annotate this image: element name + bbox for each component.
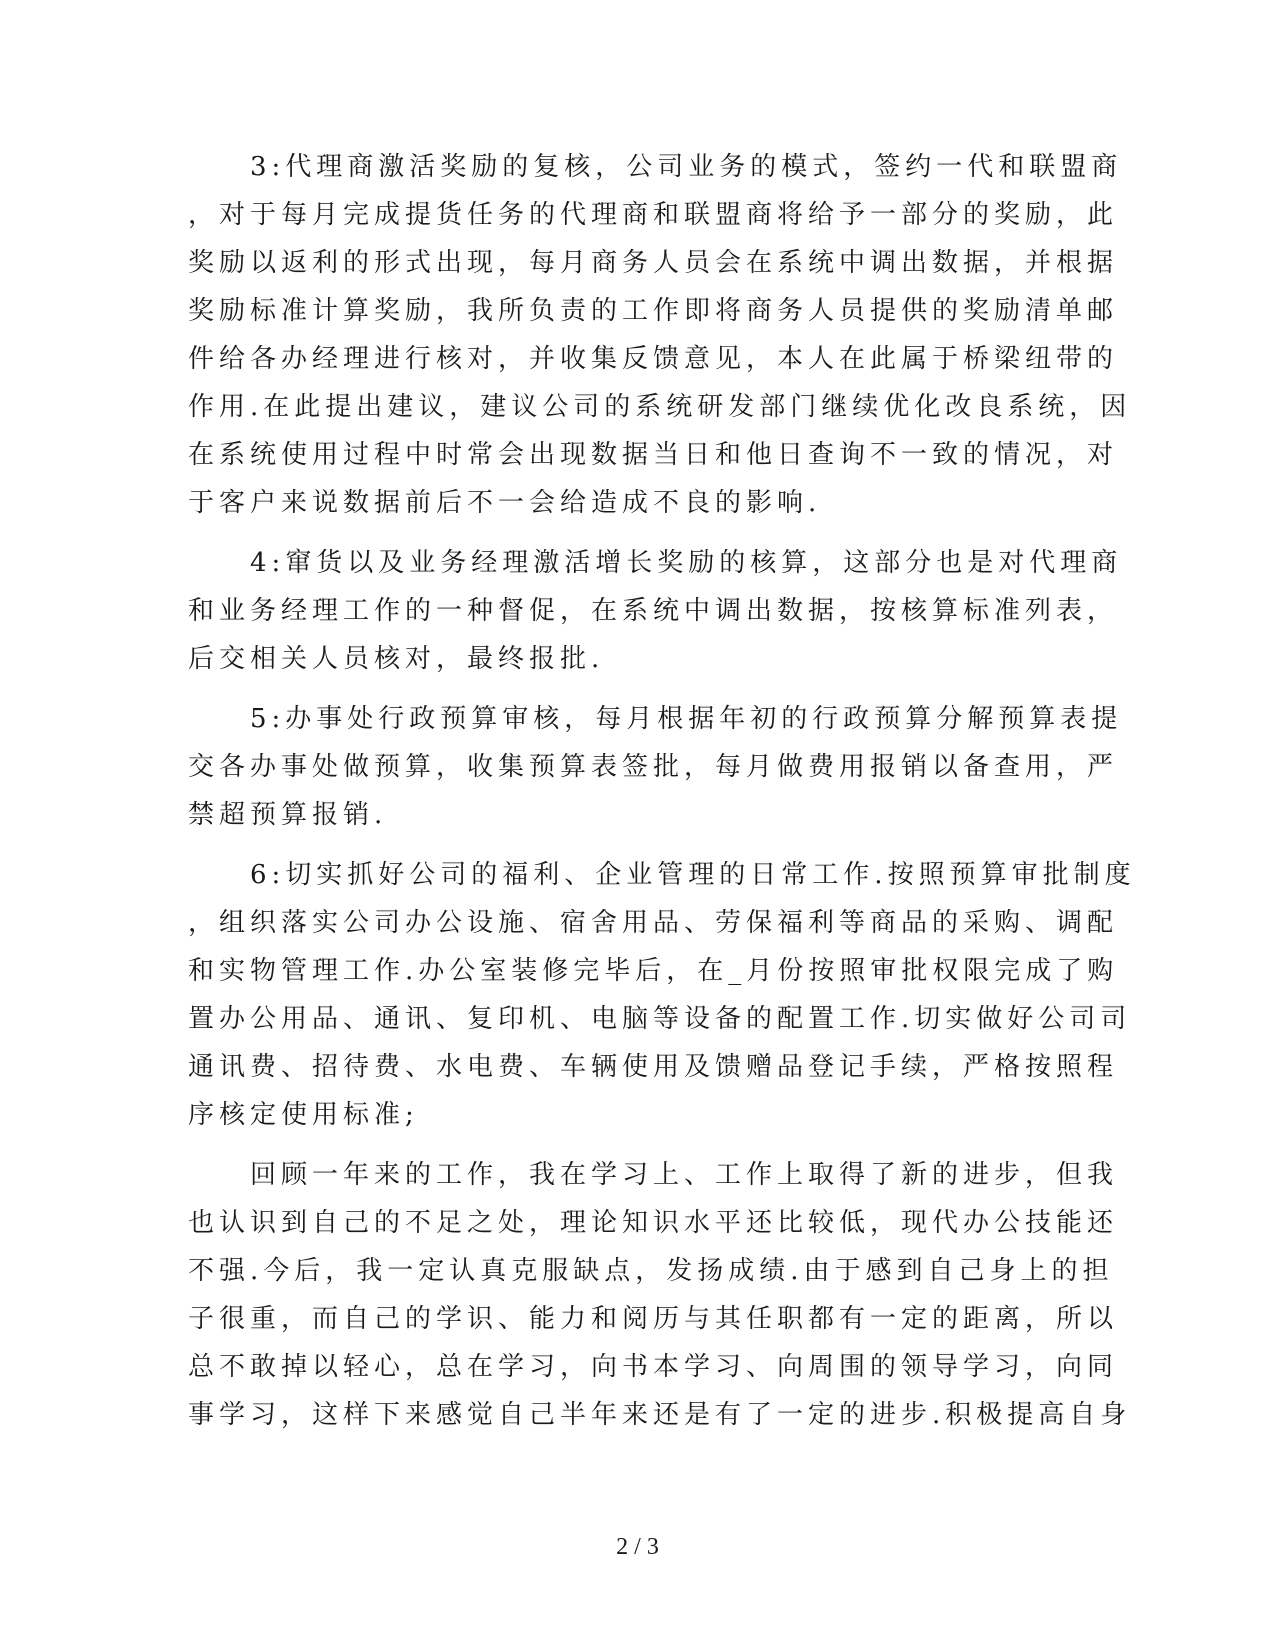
paragraph-3-agent-reward-review: [188, 143, 1132, 527]
text-line: 也认识到自己的不足之处，理论知识水平还比较低，现代办公技能还: [188, 1208, 1119, 1238]
text-line: 奖励以返利的形式出现，每月商务人员会在系统中调出数据，并根据: [188, 248, 1119, 278]
text-line: 交各办事处做预算，收集预算表签批，每月做费用报销以备查用，严: [188, 752, 1119, 782]
text-line: 置办公用品、通讯、复印机、电脑等设备的配置工作.切实做好公司司: [188, 1004, 1132, 1034]
text-line: 回顾一年来的工作，我在学习上、工作上取得了新的进步，但我: [188, 1160, 1119, 1190]
paragraph-5-budget-review: [188, 695, 1123, 839]
paragraph-year-review: [188, 1151, 1132, 1439]
text-line: 序核定使用标准;: [188, 1100, 419, 1130]
text-line: 6:切实抓好公司的福利、企业管理的日常工作.按照预算审批制度: [188, 860, 1136, 890]
text-line: 通讯费、招待费、水电费、车辆使用及馈赠品登记手续，严格按照程: [188, 1052, 1119, 1082]
text-line: 禁超预算报销.: [188, 800, 388, 830]
text-line: 3:代理商激活奖励的复核，公司业务的模式，签约一代和联盟商: [188, 152, 1123, 182]
text-line: 件给各办经理进行核对，并收集反馈意见，本人在此属于桥梁纽带的: [188, 344, 1119, 374]
paragraph-6-welfare-management: [188, 851, 1136, 1139]
text-line: 5:办事处行政预算审核，每月根据年初的行政预算分解预算表提: [188, 704, 1123, 734]
paragraph-4-growth-reward-accounting: [188, 539, 1123, 683]
page-number: 2 / 3: [616, 1534, 659, 1560]
text-line: 奖励标准计算奖励，我所负责的工作即将商务人员提供的奖励清单邮: [188, 296, 1119, 326]
text-line: 作用.在此提出建议，建议公司的系统研发部门继续优化改良系统，因: [188, 392, 1132, 422]
text-line: 和业务经理工作的一种督促，在系统中调出数据，按核算标准列表，: [188, 596, 1119, 626]
text-line: 4:窜货以及业务经理激活增长奖励的核算，这部分也是对代理商: [188, 548, 1123, 578]
text-line: 在系统使用过程中时常会出现数据当日和他日查询不一致的情况，对: [188, 440, 1119, 470]
text-line: ，对于每月完成提货任务的代理商和联盟商将给予一部分的奖励，此: [188, 200, 1119, 230]
text-line: 于客户来说数据前后不一会给造成不良的影响.: [188, 488, 822, 518]
text-line: 子很重，而自己的学识、能力和阅历与其任职都有一定的距离，所以: [188, 1304, 1119, 1334]
text-line: 不强.今后，我一定认真克服缺点，发扬成绩.由于感到自己身上的担: [188, 1256, 1114, 1286]
text-line: ，组织落实公司办公设施、宿舍用品、劳保福利等商品的采购、调配: [188, 908, 1119, 938]
document-body: [188, 143, 1136, 1451]
text-line: 事学习，这样下来感觉自己半年来还是有了一定的进步.积极提高自身: [188, 1400, 1132, 1430]
text-line: 总不敢掉以轻心，总在学习，向书本学习、向周围的领导学习，向同: [188, 1352, 1119, 1382]
text-line: 和实物管理工作.办公室装修完毕后，在_月份按照审批权限完成了购: [188, 956, 1119, 986]
text-line: 后交相关人员核对，最终报批.: [188, 644, 605, 674]
